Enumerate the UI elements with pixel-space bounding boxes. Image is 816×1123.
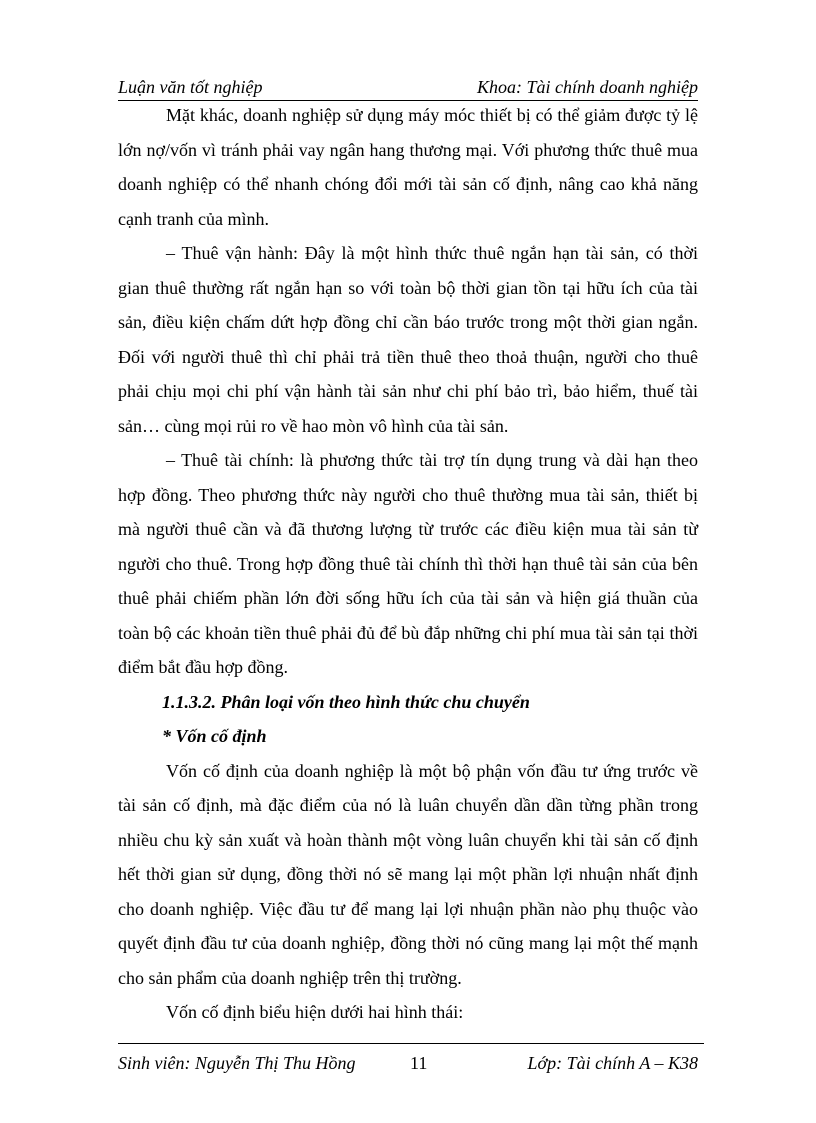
- footer-divider: [118, 1043, 704, 1044]
- paragraph-financial-lease: – Thuê tài chính: là phương thức tài trợ tín dụng trung và dài hạn theo hợp đồng. Theo phương thức này người cho thuê thường mua tài sản, thiết bị mà người thuê cần và đã thương lượng từ trước các điều kiện mua tài sản từ người cho thuê. Trong hợp đồng thuê tài chính thì thời hạn thuê tài sản của bên thuê phải chiếm phần lớn đời sống hữu ích của tài sản và hiện giá thuần của toàn bộ các khoản tiền thuê phải đủ để bù đắp những chi phí mua tài sản tại thời điểm bắt đầu hợp đồng.: [118, 450, 698, 677]
- header-thesis-title: Luận văn tốt nghiệp: [118, 77, 263, 97]
- subsection-heading: * Vốn cố định: [162, 726, 267, 746]
- paragraph-fixed-capital-forms: Vốn cố định biểu hiện dưới hai hình thái:: [166, 1002, 464, 1022]
- paragraph-fixed-capital: Vốn cố định của doanh nghiệp là một bộ phận vốn đầu tư ứng trước về tài sản cố định, mà đặc điểm của nó là luân chuyển dần dần từng phần trong nhiều chu kỳ sản xuất và hoàn thành một vòng luân chuyển khi tài sản cố định hết thời gian sử dụng, đồng thời nó sẽ mang lại một phần lợi nhuận nhất định cho doanh nghiệp. Việc đầu tư để mang lại lợi nhuận phần nào phụ thuộc vào quyết định đầu tư của doanh nghiệp, đồng thời nó cũng mang lại một thế mạnh cho sản phẩm của doanh nghiệp trên thị trường.: [118, 760, 698, 988]
- page-body: [118, 98, 698, 1030]
- header-faculty: Khoa: Tài chính doanh nghiệp: [477, 77, 698, 97]
- section-heading: 1.1.3.2. Phân loại vốn theo hình thức chu chuyển: [162, 691, 530, 712]
- footer-class: Lớp: Tài chính A – K38: [527, 1053, 698, 1073]
- page-number: 11: [410, 1053, 428, 1073]
- footer-student: Sinh viên: Nguyễn Thị Thu Hồng: [118, 1053, 356, 1073]
- paragraph-operating-lease: – Thuê vận hành: Đây là một hình thức thuê ngắn hạn tài sản, có thời gian thuê thường rất ngắn hạn so với toàn bộ thời gian tồn tại hữu ích của tài sản, điều kiện chấm dứt hợp đồng chỉ cần báo trước trong một thời gian ngắn. Đối với người thuê thì chỉ phải trả tiền thuê theo thoả thuận, người cho thuê phải chịu mọi chi phí vận hành tài sản như chi phí bảo trì, bảo hiểm, thuế tài sản… cùng mọi rủi ro về hao mòn vô hình của tài sản.: [118, 243, 698, 436]
- paragraph-leasing-benefits: Mặt khác, doanh nghiệp sử dụng máy móc thiết bị có thể giảm được tỷ lệ lớn nợ/vốn vì tránh phải vay ngân hang thương mại. Với phương thức thuê mua doanh nghiệp có thể nhanh chóng đổi mới tài sản cố định, nâng cao khả năng cạnh tranh của mình.: [118, 105, 698, 229]
